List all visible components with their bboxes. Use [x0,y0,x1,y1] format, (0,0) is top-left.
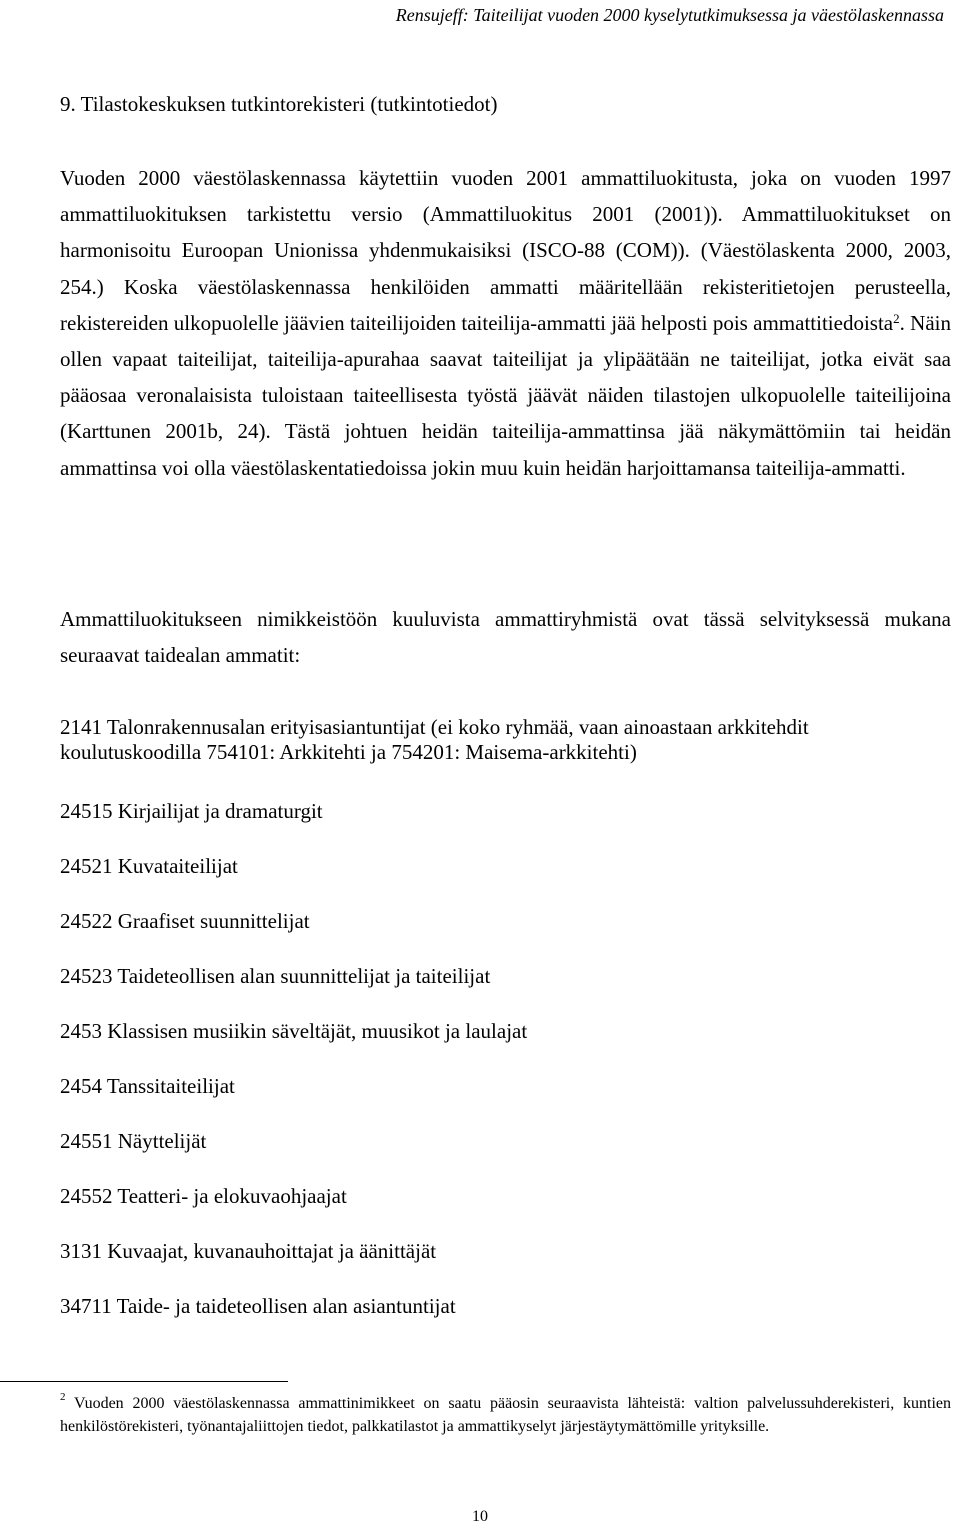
footnote-divider [0,1381,288,1382]
occupation-item: 24551 Näyttelijät [60,1129,207,1153]
occupation-item: 24552 Teatteri- ja elokuvaohjaajat [60,1184,347,1208]
occupation-item: 34711 Taide- ja taideteollisen alan asiantuntijat [60,1294,456,1318]
paragraph-text: . Näin ollen vapaat taiteilijat, taiteilija-apurahaa saavat taiteilijat ja ylipäätään ne taiteilijat, jotka eivät saa pääosaa veronalaisista tuloistaan taiteellisesta työstä jäävät näiden tilastojen ulkopuolelle taiteilijoina (Karttunen 2001b, 24). Tästä johtuen heidän taiteilija-ammattinsa jää näkymättömiin tai heidän ammattinsa voi olla väestölaskentatiedoissa jokin muu kuin heidän harjoittamansa taiteilija-ammatti. [60,310,951,480]
footnote-marker: 2 [60,1391,66,1403]
footnote [60,1392,951,1438]
occupation-item: 24523 Taideteollisen alan suunnittelijat ja taiteilijat [60,964,491,988]
footnote-text: Vuoden 2000 väestölaskennassa ammattinimikkeet on saatu pääosin seuraavista lähteistä: valtion palvelussuhderekisteri, kuntien henkilöstörekisteri, työnantajaliittojen tiedot, palkkatilastot ja ammattikyselyt järjestäytymättömille yrityksille. [60,1395,951,1435]
occupation-item: 2454 Tanssitaiteilijat [60,1074,235,1098]
footnote-reference[interactable]: 2 [893,310,900,326]
paragraph-occupations-intro: Ammattiluokitukseen nimikkeistöön kuuluvista ammattiryhmistä ovat tässä selvityksessä mukana seuraavat taidealan ammatit: [60,607,951,668]
running-header: Rensujeff: Taiteilijat vuoden 2000 kyselytutkimuksessa ja väestölaskennassa [395,5,944,25]
occupation-item: 24522 Graafiset suunnittelijat [60,909,310,933]
paragraph-classification [60,160,951,486]
occupation-item: 2453 Klassisen musiikin säveltäjät, muusikot ja laulajat [60,1019,528,1043]
occupation-item: 3131 Kuvaajat, kuvanauhoittajat ja äänittäjät [60,1239,437,1263]
page-number: 10 [472,1508,488,1525]
section-title: 9. Tilastokeskuksen tutkintorekisteri (tutkintotiedot) [60,92,498,116]
occupation-item: 24521 Kuvataiteilijat [60,854,238,878]
occupation-item: 2141 Talonrakennusalan erityisasiantuntijat (ei koko ryhmää, vaan ainoastaan arkkitehdit koulutuskoodilla 754101: Arkkitehti ja 754201: Maisema-arkkitehti) [60,715,809,764]
paragraph-text: Vuoden 2000 väestölaskennassa käytettiin vuoden 2001 ammattiluokitusta, joka on vuoden 1997 ammattiluokituksen tarkistettu versio (Ammattiluokitus 2001 (2001)). Ammattiluokitukset on harmonisoitu Euroopan Unionissa yhdenmukaisiksi (ISCO-88 (COM)). (Väestölaskenta 2000, 2003, 254.) Koska väestölaskennassa henkilöiden ammatti määritellään rekisteritietojen perusteella, rekistereiden ulkopuolelle jäävien taiteilijoiden taiteilija-ammatti jää helposti pois ammattitiedoista [60,166,951,335]
occupation-item: 24515 Kirjailijat ja dramaturgit [60,799,323,823]
